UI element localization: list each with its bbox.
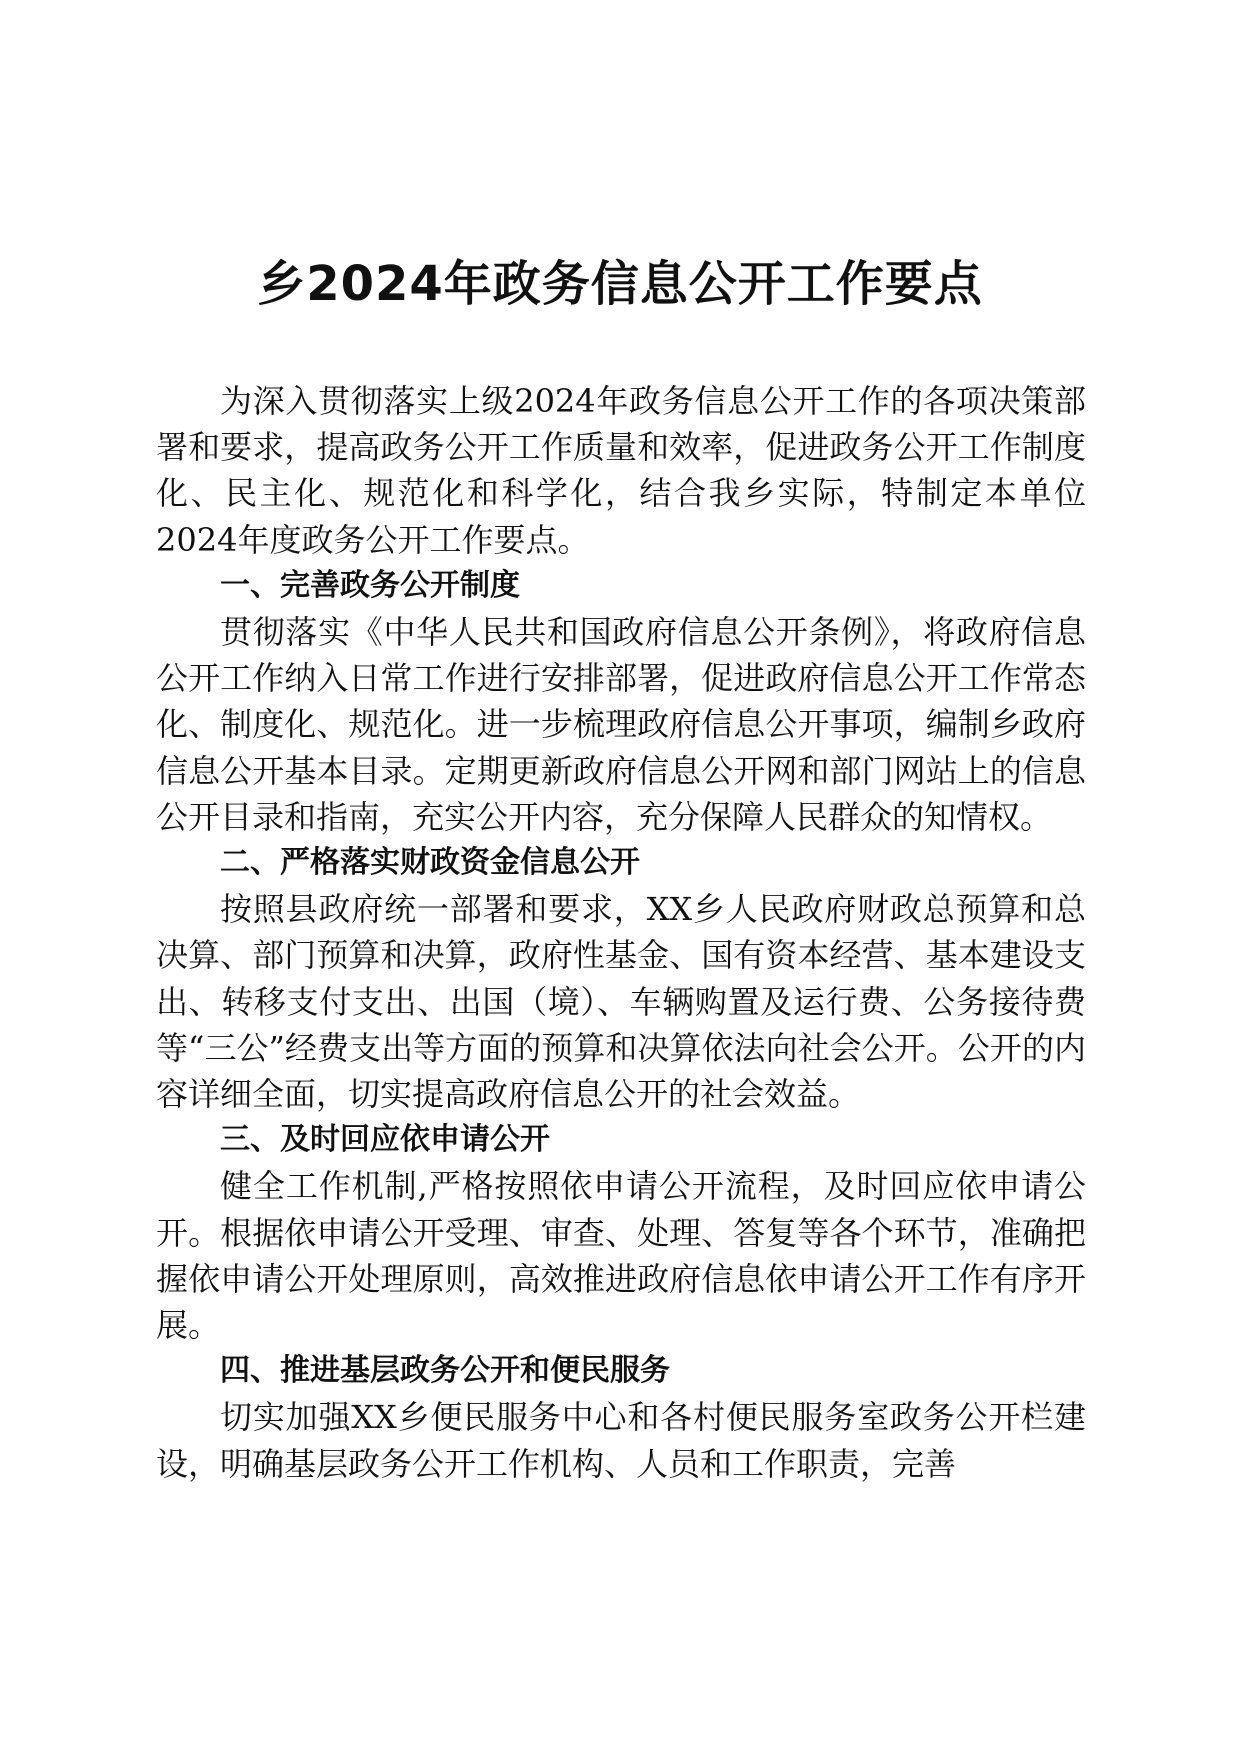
section-heading-1: 一、完善政务公开制度 <box>220 567 520 603</box>
section-body-4: 切实加强XX乡便民服务中心和各村便民服务室政务公开栏建设，明确基层政务公开工作机构、人员和工作职责，完善 <box>156 1398 1086 1483</box>
document-body <box>156 378 1086 1487</box>
section-body-1: 贯彻落实《中华人民共和国政府信息公开条例》，将政府信息公开工作纳入日常工作进行安排部署，促进政府信息公开工作常态化、制度化、规范化。进一步梳理政府信息公开事项，编制乡政府信息公开基本目录。定期更新政府信息公开网和部门网站上的信息公开目录和指南，充实公开内容，充分保障人民群众的知情权。 <box>156 613 1086 836</box>
section-heading-3: 三、及时回应依申请公开 <box>220 1122 550 1158</box>
section-body-3: 健全工作机制,严格按照依申请公开流程，及时回应依申请公开。根据依申请公开受理、审查、处理、答复等各个环节，准确把握依申请公开处理原则，高效推进政府信息依申请公开工作有序开展。 <box>156 1167 1086 1345</box>
section-heading-4: 四、推进基层政务公开和便民服务 <box>220 1353 670 1389</box>
section-body-2: 按照县政府统一部署和要求，XX乡人民政府财政总预算和总决算、部门预算和决算，政府性基金、国有资本经营、基本建设支出、转移支付支出、出国（境）、车辆购置及运行费、公务接待费等“三公”经费支出等方面的预算和决算依法向社会公开。公开的内容详细全面，切实提高政府信息公开的社会效益。 <box>156 890 1086 1114</box>
section-heading-2: 二、严格落实财政资金信息公开 <box>220 845 640 881</box>
intro-paragraph: 为深入贯彻落实上级2024年政务信息公开工作的各项决策部署和要求，提高政务公开工作质量和效率，促进政务公开工作制度化、民主化、规范化和科学化，结合我乡实际，特制定本单位2024年度政务公开工作要点。 <box>156 382 1086 559</box>
document-title: 乡2024年政务信息公开工作要点 <box>257 256 983 312</box>
